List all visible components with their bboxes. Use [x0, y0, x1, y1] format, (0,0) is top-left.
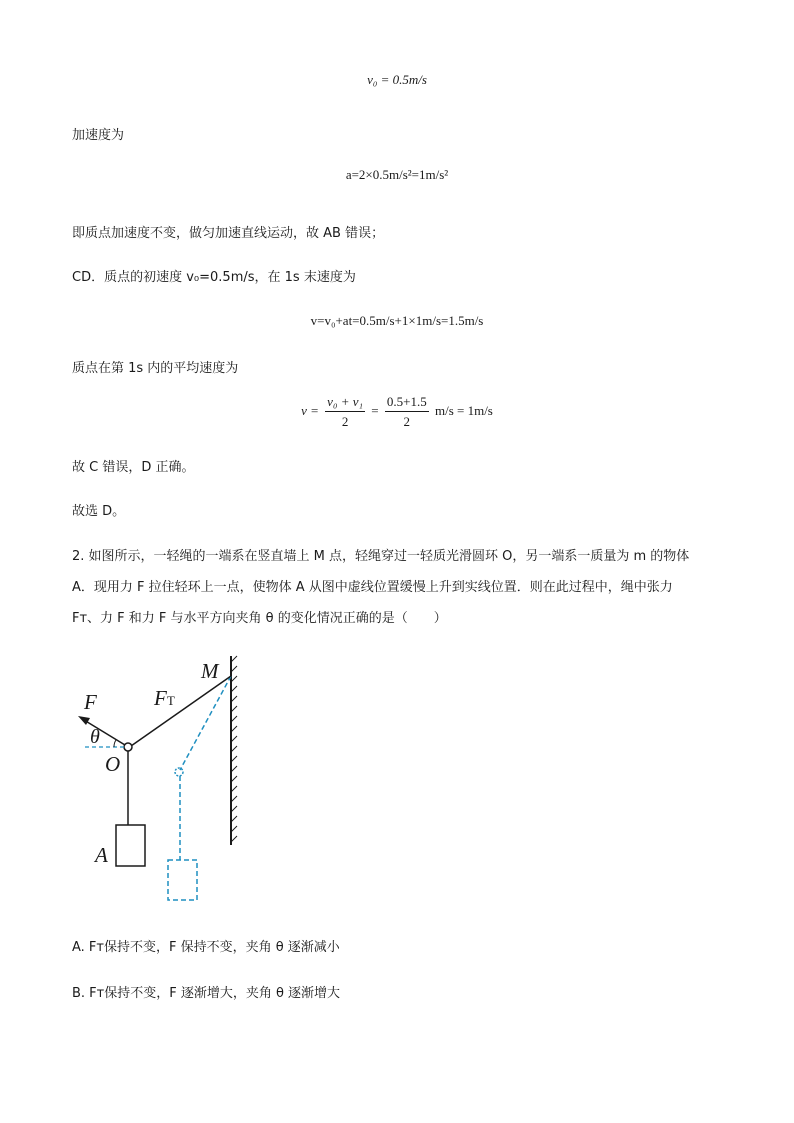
fraction-2-numerator: 0.5+1.5 — [385, 394, 429, 412]
label-m: M — [201, 659, 219, 683]
text-choose-d: 故选 D。 — [72, 504, 126, 519]
eq-avg-left: v = — [301, 402, 319, 418]
dashed-block — [168, 860, 197, 900]
label-theta: θ — [90, 726, 100, 748]
ring-o — [124, 743, 132, 751]
fraction-2-denominator: 2 — [403, 414, 411, 429]
dashed-rope-upper — [180, 676, 231, 770]
text-average-velocity-label: 质点在第 1s 内的平均速度为 — [72, 361, 239, 376]
equation-acceleration: a=2×0.5m/s²=1m/s² — [345, 167, 449, 182]
eq-avg-right: m/s = 1m/s — [434, 402, 493, 418]
text-acceleration-label: 加速度为 — [72, 128, 125, 143]
fraction-1-denominator: 2 — [341, 414, 349, 429]
block-a — [116, 825, 145, 866]
question-2-line-1: 2. 如图所示，一轻绳的一端系在竖直墙上 M 点，轻绳穿过一轻质光滑圆环 O，另一端系一质量为 m 的物体 — [72, 549, 690, 564]
label-ft — [154, 686, 175, 711]
angle-arc — [114, 740, 116, 747]
question-2-line-3: Fᴛ、力 F 和力 F 与水平方向夹角 θ 的变化情况正确的是（ ） — [72, 611, 447, 626]
text-cd-intro: CD．质点的初速度 v₀=0.5m/s，在 1s 末速度为 — [72, 270, 356, 285]
label-o: O — [105, 752, 121, 776]
equation-v0: v₀ = 0.5m/s — [367, 72, 427, 87]
label-f: F — [84, 690, 97, 714]
fraction-1-numerator: v₀ + v₁ — [325, 394, 365, 412]
label-ft-sub: T — [166, 693, 175, 708]
text-c-wrong: 故 C 错误，D 正确。 — [72, 460, 195, 475]
eq-avg-mid: = — [371, 402, 379, 418]
label-ft-main: F — [154, 686, 167, 710]
question-2-line-2: A．现用力 F 拉住轻环上一点，使物体 A 从图中虚线位置缓慢上升到实线位置．则在此过程中，绳中张力 — [72, 580, 673, 595]
text-uniform-acceleration: 即质点加速度不变，做匀加速直线运动，故 AB 错误； — [72, 226, 385, 241]
force-f-arrowhead — [78, 716, 90, 725]
rope-upper — [131, 676, 231, 746]
option-b: B. Fᴛ保持不变，F 逐渐增大，夹角 θ 逐渐增大 — [72, 986, 341, 1001]
dashed-ring — [175, 768, 183, 776]
option-a: A. Fᴛ保持不变，F 保持不变，夹角 θ 逐渐减小 — [72, 940, 340, 955]
equation-velocity: v=v₀+at=0.5m/s+1×1m/s=1.5m/s — [310, 313, 484, 328]
label-a: A — [95, 843, 108, 867]
